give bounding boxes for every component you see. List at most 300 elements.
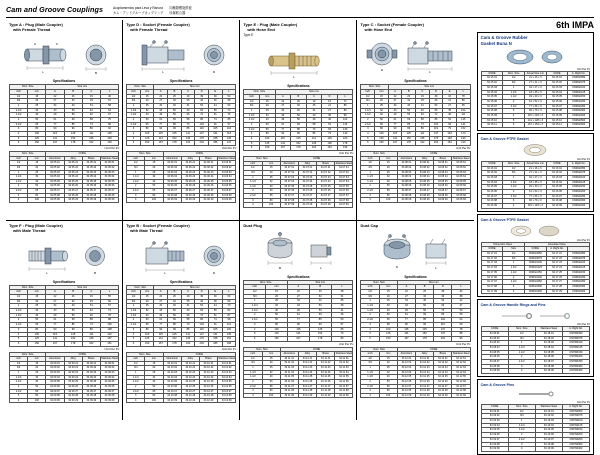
table-cell: 56 [168, 113, 182, 118]
table-cell: 34 10 29 [181, 398, 199, 403]
table-cell: 20 [259, 104, 275, 109]
table-cell: 43 [275, 113, 291, 118]
column-header: A [46, 89, 64, 94]
column-header: inch [127, 89, 141, 94]
table-cell: 34 06 26 [181, 184, 199, 189]
table-cell: 46 [434, 294, 452, 299]
column-header: Actual Size mm [524, 162, 546, 167]
table-cell: CNRG0250 [568, 280, 590, 285]
column-header: A [275, 94, 291, 99]
table-cell: 1.1/4 [361, 304, 379, 309]
table-cell: 1/2 [244, 356, 262, 361]
svg-text:D: D [395, 264, 399, 269]
svg-text:L: L [435, 265, 437, 270]
table-cell: 27 [46, 99, 64, 104]
table-cell: 34 06 65 [218, 179, 236, 184]
table-cell: 34 17 24 [546, 266, 568, 271]
table-cell: 20 [266, 294, 288, 299]
table-cell: CNPN0400 [562, 447, 589, 452]
table-cell: 15 [379, 161, 397, 166]
table-cell: 34 09 43 [82, 371, 100, 376]
drawing-dust-plug [243, 229, 353, 273]
table-cell: 34 09 26 [64, 384, 82, 389]
table-cell: 1 [508, 341, 535, 346]
table-cell: 125 [28, 337, 46, 342]
table-cell: 34 09 25 [64, 380, 82, 385]
table-cell: CNHR0300 [562, 364, 589, 369]
table-cell: 34 16 05 [481, 185, 503, 190]
table-cell: 1.1/2 [10, 380, 28, 385]
table-cell: 34 18 01 [535, 331, 562, 336]
table-cell: 34 15 02 [481, 81, 503, 86]
table-cell: 34 08 64 [452, 175, 470, 180]
table-cell: CNRG0100 [568, 176, 590, 181]
table-cell: 34 11 44 [317, 370, 335, 375]
table-cell: 3/4 [508, 414, 535, 419]
table-cell: 34 05 09 [46, 198, 64, 203]
table-cell: 49 [154, 113, 168, 118]
header-sub-line-3: 所属联合器 [169, 10, 186, 15]
table-cell: 34 07 09 [280, 203, 298, 208]
table-cell: 34 09 48 [82, 394, 100, 399]
table-cell: 1 [503, 176, 525, 181]
table-cell: 34 19 09 [481, 447, 508, 452]
table-cell: 34 19 01 [481, 409, 508, 414]
table-cell: 4 [244, 203, 262, 208]
table-cell: 1.1/4 [10, 309, 28, 314]
table-cell: 3/4 [127, 299, 141, 304]
table-cell: 25 [259, 108, 275, 113]
table-cell: 65 [262, 384, 280, 389]
table-cell: 99 [309, 322, 331, 327]
table-cell: 75 [100, 117, 118, 122]
table-cell: 1.1/4 [503, 90, 525, 95]
column-header: Nom. Size [508, 405, 535, 410]
table-cell: 34 17 28 [546, 284, 568, 289]
table-cell: 128 [443, 136, 457, 141]
table-cell: 2.1/2 [10, 389, 28, 394]
table-cell: 46 [195, 299, 209, 304]
table-cell: 20 [140, 299, 154, 304]
table-cell: 178 [337, 141, 353, 146]
table-cell: 34 15 11 [546, 123, 568, 128]
table-cell: 49 [154, 313, 168, 318]
column-header: C [82, 290, 100, 295]
table-cell: 34 05 48 [82, 193, 100, 198]
product-grid [6, 20, 474, 420]
table-cell: 58 [82, 117, 100, 122]
table-cell: 4 [508, 447, 535, 452]
column-header: Aluminium [397, 156, 415, 161]
table-cell: 54 [195, 304, 209, 309]
table-cell: 176 [429, 136, 443, 141]
column-header: mm [28, 89, 46, 94]
table-cell: 69 [402, 117, 416, 122]
table-cell: 31 [82, 304, 100, 309]
table-cell: 25 [379, 299, 397, 304]
table-cell: 5 [361, 136, 375, 141]
table-cell: 147 [195, 332, 209, 337]
table-cell: 108 [100, 327, 118, 332]
table-cell: 3 [127, 193, 145, 198]
column-header: L [100, 89, 118, 94]
table-cell: 90 [154, 127, 168, 132]
table-cell: 61 [154, 117, 168, 122]
panel-title-type-c: Type C : Socket (Female Coupler) with Hose End [360, 22, 424, 33]
table-cell: 85 [402, 122, 416, 127]
table-cell: CNHR0125 [562, 345, 589, 350]
table-cell: 85 [64, 323, 82, 328]
column-header: Actual Size mm [524, 71, 546, 76]
table-cell: 136 [82, 136, 100, 141]
table-cell: 2 [503, 275, 525, 280]
table-cell: 34 19 05 [481, 428, 508, 433]
table-cell: 34 08 21 [416, 161, 434, 166]
table-cell: 43 [388, 108, 402, 113]
table-cell: 52 [443, 117, 457, 122]
column-header: B [64, 290, 82, 295]
table-cell: 53 [331, 318, 353, 323]
column-header: Stainless Steel [218, 357, 235, 361]
table-cell: CNHR0250 [562, 360, 589, 365]
table-cell: CNRG0100 [568, 85, 590, 90]
table-cell: CNPN0100 [562, 419, 589, 424]
table-cell: 4 [244, 137, 260, 142]
table-cell: 51 [100, 99, 118, 104]
column-header: L [456, 89, 470, 94]
table-cell: 32 [64, 299, 82, 304]
table-cell: 4 [127, 198, 145, 203]
table-cell: 1.1/2 [361, 179, 379, 184]
table-cell: 34 07 24 [298, 180, 316, 185]
table-cell: CNPN0200 [562, 433, 589, 438]
panel-dust-plug [240, 221, 357, 421]
table-cell: 3 [361, 193, 379, 198]
page-header [6, 5, 594, 18]
table-cell: 141 [154, 337, 168, 342]
table-cell: 34 08 41 [434, 161, 452, 166]
table-cell: 4 [244, 393, 262, 398]
table-cell: 34 18 09 [481, 369, 508, 374]
table-cell: 34 16 07 [481, 194, 503, 199]
table-cell: 178 [64, 341, 82, 346]
table-cell: 85 [168, 122, 182, 127]
table-cell: 65 [262, 194, 280, 199]
table-cell: 40 [379, 308, 397, 313]
table-cell: 34 08 69 [452, 198, 470, 203]
table-cell: 20 [379, 165, 397, 170]
table-cell: 34 06 04 [163, 175, 181, 180]
table-cell: 50 [140, 318, 154, 323]
table-cell: 40 [309, 299, 331, 304]
table-cell: 115 x 103 x 3 [524, 113, 546, 118]
table-cell: 120 [222, 327, 236, 332]
table-cell: 1/2 [508, 409, 535, 414]
table-cell: 80 [262, 198, 280, 203]
table-cell: 34 05 06 [46, 184, 64, 189]
table-cell: 125 [168, 132, 182, 137]
table-cell: 80 [259, 132, 275, 137]
table-cell: 6 [10, 341, 28, 346]
table-cell: 136 [306, 141, 322, 146]
table-cell: 3 [10, 127, 28, 132]
table-cell: 31 [331, 294, 353, 299]
table-cell: 34 07 08 [280, 198, 298, 203]
table-cell: 99 [402, 127, 416, 132]
table-cell: 1.1/2 [10, 113, 28, 118]
column-header: mm [28, 290, 46, 295]
table-cell: 3/4 [361, 99, 375, 104]
table-cell: 34 [275, 108, 291, 113]
table-cell: 90 [46, 127, 64, 132]
drawing-type-a [9, 33, 119, 77]
table-cell: 77 [388, 122, 402, 127]
table-cell: 1 [127, 170, 145, 175]
column-header: CODE [546, 71, 568, 76]
table-cell: 6 [244, 146, 260, 151]
table-cell: 34 11 05 [280, 375, 298, 380]
table-cell: 34 10 61 [218, 361, 236, 366]
table-cell: CNRG0100 [568, 261, 590, 266]
table-cell: 49 [275, 118, 291, 123]
table-cell: 31 [306, 108, 322, 113]
table-cell: 34 09 27 [64, 389, 82, 394]
table-cell: 64 [452, 318, 470, 323]
table-cell: 34 12 21 [416, 356, 434, 361]
table-cell: 78 [100, 313, 118, 318]
table-cell: 34 08 47 [434, 189, 452, 194]
table-cell: 56 [402, 113, 416, 118]
column-header: L [222, 290, 236, 295]
table-cell: 5 [244, 141, 260, 146]
table-cell: 61 x 52 x 3 [524, 99, 546, 104]
column-header: B [416, 285, 434, 290]
column-header: Alloy [298, 352, 316, 357]
svg-text:L: L [429, 70, 431, 75]
table-cell: 34 [46, 304, 64, 309]
table-cell: 34 05 45 [82, 179, 100, 184]
table-cell: 34 08 23 [416, 170, 434, 175]
table-cell: 176 [195, 136, 209, 141]
table-cell: 141 [287, 332, 309, 337]
table-cell: 3/4 [127, 165, 145, 170]
table-cell: 40 [145, 380, 163, 385]
table-cell: 1/2 [503, 252, 525, 257]
table-cell: 100 [28, 398, 46, 403]
svg-text:L: L [41, 70, 44, 75]
ptfe2-group-row: Dimension Open Envelope Close [481, 242, 589, 247]
table-cell: 34 19 04 [535, 423, 562, 428]
table-cell: 3 [244, 389, 262, 394]
table-cell: 34 07 67 [335, 194, 353, 199]
table-cell: 69 [309, 313, 331, 318]
table-cell: 34 05 27 [64, 189, 82, 194]
table-cell: 15 [262, 356, 280, 361]
table-cell: CNRG0050 [568, 166, 590, 171]
table-cell: 150 [379, 336, 397, 341]
column-header: C [82, 89, 100, 94]
table-cell: 20 [379, 361, 397, 366]
table-cell: 204 [195, 141, 209, 146]
table-cell: 3/4 [10, 99, 28, 104]
column-header: D [195, 89, 209, 94]
table-cell: 34 05 67 [100, 189, 118, 194]
table-cell: 34 10 28 [181, 394, 199, 399]
code-table-type-c: Nom. Size CODE inch mm Aluminium Alloy Brass Stainless Steel 1/2 15 34 08 01 34 08 21 34 08 41 34 08 61 3/4 20 34 08 02 34 08 22 34 08 42 34 08 62 1 25 34 08 03 34 08 23 34 08 43 34 08 63 1.1/4 32 34 08 04 34 08 24 34 08 44 34 08 64 1.1/2 40 34 08 05 34 08 25 34 08 45 34 08 65 2 50 34 08 06 34 08 26 34 08 46 34 08 66 2.1/2 65 34 08 07 34 08 27 34 08 47 34 08 67 3 80 34 08 08 34 08 28 34 08 48 34 08 68 4 100 34 08 09 34 08 29 34 08 49 34 08 69 [360, 151, 470, 203]
table-cell: 162 [306, 146, 322, 151]
table-cell: CNRG0050 [524, 252, 546, 257]
table-cell: 4 [508, 369, 535, 374]
table-cell: 50 [64, 108, 82, 113]
table-cell: 25 [379, 366, 397, 371]
table-cell: 111 [82, 132, 100, 137]
table-cell: 34 11 42 [317, 361, 335, 366]
column-header: Brass [82, 357, 100, 362]
table-row [481, 369, 589, 374]
column-header: B [168, 290, 182, 295]
table-cell: 34 12 61 [452, 356, 470, 361]
table-cell: 80 [337, 104, 353, 109]
table-cell: 15 [140, 94, 154, 99]
table-cell: 40 [181, 309, 195, 314]
table-cell: 1.1/2 [10, 313, 28, 318]
table-cell: 34 09 28 [64, 394, 82, 399]
table-cell: 27 [388, 99, 402, 104]
table-cell: 46 [100, 94, 118, 99]
table-cell: 136 [82, 337, 100, 342]
ptfe2-title: Cam & Groove PTFE Gasket [480, 217, 529, 222]
table-cell: 5 [10, 337, 28, 342]
table-cell: 58 [416, 117, 430, 122]
column-header: D [429, 89, 443, 94]
table-cell: 25 [82, 99, 100, 104]
column-header: inch [244, 161, 262, 166]
table-cell: 34 16 05 [546, 185, 568, 190]
table-cell: 32 [140, 309, 154, 314]
table-cell: 20 [262, 361, 280, 366]
spec-table-type-c: Nom. Size Size mm inch mm A B C D E L 1/2 15 22 26 19 39 16 78 3/4 20 27 32 25 46 21 86 1 25 34 40 31 54 27 95 1.1/4 32 43 50 40 66 35 104 1.1/2 40 49 56 46 72 40 111 2 50 61 69 58 86 52 125 2.1/2 65 77 85 73 104 66 141 3 80 90 99 86 119 79 152 4 100 115 125 111 147 103 173 5 125 141 152 136 176 128 193 6 150 167 178 162 204 154 213 [360, 84, 470, 146]
panel-type-a [6, 20, 123, 220]
table-cell: CNRG0600 [568, 123, 590, 128]
ptfe2-unit: Unit Per Pc [576, 238, 590, 242]
table-cell: 34 19 01 [535, 409, 562, 414]
table-cell: 69 [64, 117, 82, 122]
table-cell: 40 [416, 299, 434, 304]
table-cell: 34 05 02 [46, 165, 64, 170]
table-cell: 34 10 06 [163, 384, 181, 389]
table-row [361, 141, 470, 146]
column-header: Brass [82, 156, 100, 161]
table-cell: 40 [28, 113, 46, 118]
table-cell: 86 [416, 127, 430, 132]
column-header: Alloy [64, 156, 82, 161]
table-cell: 20 [145, 165, 163, 170]
table-cell: 47 [452, 304, 470, 309]
table-cell: CNRG0400 [524, 289, 546, 294]
table-cell: 91 [209, 122, 223, 127]
table-cell: 176 [434, 332, 452, 337]
table-cell: 34 10 02 [163, 366, 181, 371]
table-cell: 2.1/2 [508, 360, 535, 365]
table-cell: 1 [244, 366, 262, 371]
table-cell: 72 [429, 113, 443, 118]
table-cell: 50 [28, 117, 46, 122]
column-header: Aluminium [163, 156, 181, 161]
table-cell: 125 [402, 132, 416, 137]
table-cell: 34 11 48 [317, 389, 335, 394]
table-cell: 32 [291, 104, 307, 109]
spec-table-type-b: Nom. Size Size mm inch mm A B C D E L 1/2 15 22 26 19 39 30 60 3/4 20 27 32 25 46 36 66 1 25 34 40 31 54 44 73 1.1/4 32 43 50 40 66 55 82 1.1/2 40 49 56 46 72 61 87 2 50 61 69 58 86 74 98 2.1/2 65 77 85 73 104 91 111 3 80 90 99 86 119 105 120 4 100 115 125 111 147 131 136 5 125 141 152 136 176 158 152 6 150 167 178 162 204 185 168 [126, 285, 236, 347]
table-cell: 178 [64, 141, 82, 146]
table-cell: 34 17 05 [481, 270, 503, 275]
table-cell: 38 [452, 294, 470, 299]
table-cell: 4 [127, 398, 145, 403]
svg-text:L: L [45, 270, 48, 275]
table-cell: 50 [309, 304, 331, 309]
table-cell: 34 09 07 [46, 389, 64, 394]
table-cell: 34 19 02 [535, 414, 562, 419]
table-cell: 34 08 22 [416, 165, 434, 170]
table-cell: CNRG0300 [524, 284, 546, 289]
table-row [244, 336, 353, 341]
ptfe1-table [481, 161, 590, 209]
table-cell: 66 [434, 304, 452, 309]
table-cell: 34 05 65 [100, 179, 118, 184]
table-cell: 34 18 09 [535, 369, 562, 374]
table-cell: 34 07 63 [335, 175, 353, 180]
table-cell: 50 [266, 313, 288, 318]
table-cell: 1/2 [127, 94, 141, 99]
table-cell: 60 [100, 299, 118, 304]
table-cell: 56 [309, 308, 331, 313]
table-cell: 1.1/4 [244, 113, 260, 118]
table-cell: 1.1/4 [127, 108, 141, 113]
column-header: A [388, 89, 402, 94]
table-cell: 1.1/4 [10, 175, 28, 180]
table-cell: 3/4 [503, 171, 525, 176]
table-cell: 1.1/4 [244, 370, 262, 375]
table-cell: 46 [181, 113, 195, 118]
table-cell: 26 [64, 94, 82, 99]
column-header: D [195, 290, 209, 295]
table-cell: 78 [456, 94, 470, 99]
table-cell: CNRG0200 [568, 190, 590, 195]
table-cell: 34 15 07 [546, 104, 568, 109]
table-cell: 105 [209, 127, 223, 132]
column-header: Stainless Steel [101, 357, 118, 361]
table-cell: 22 [46, 94, 64, 99]
column-header: Alloy [64, 357, 82, 362]
table-cell: 141 [456, 122, 470, 127]
column-header: B [309, 285, 331, 290]
table-cell: 3/4 [10, 366, 28, 371]
column-header: inch [10, 357, 28, 362]
svg-text:D: D [212, 270, 215, 275]
table-cell: 1/2 [127, 161, 145, 166]
table-cell: 19 [82, 94, 100, 99]
table-cell: 2.1/2 [244, 318, 266, 323]
table-cell: 58 [306, 122, 322, 127]
table-cell: 1 [244, 108, 260, 113]
table-cell: 34 10 63 [218, 371, 236, 376]
column-header: inch [244, 94, 260, 99]
column-header: E [209, 290, 223, 295]
table-cell: 80 [140, 327, 154, 332]
table-cell: 34 11 06 [280, 379, 298, 384]
table-cell: 125 [309, 327, 331, 332]
table-cell: 34 05 63 [100, 170, 118, 175]
table-cell: 100 [266, 327, 288, 332]
